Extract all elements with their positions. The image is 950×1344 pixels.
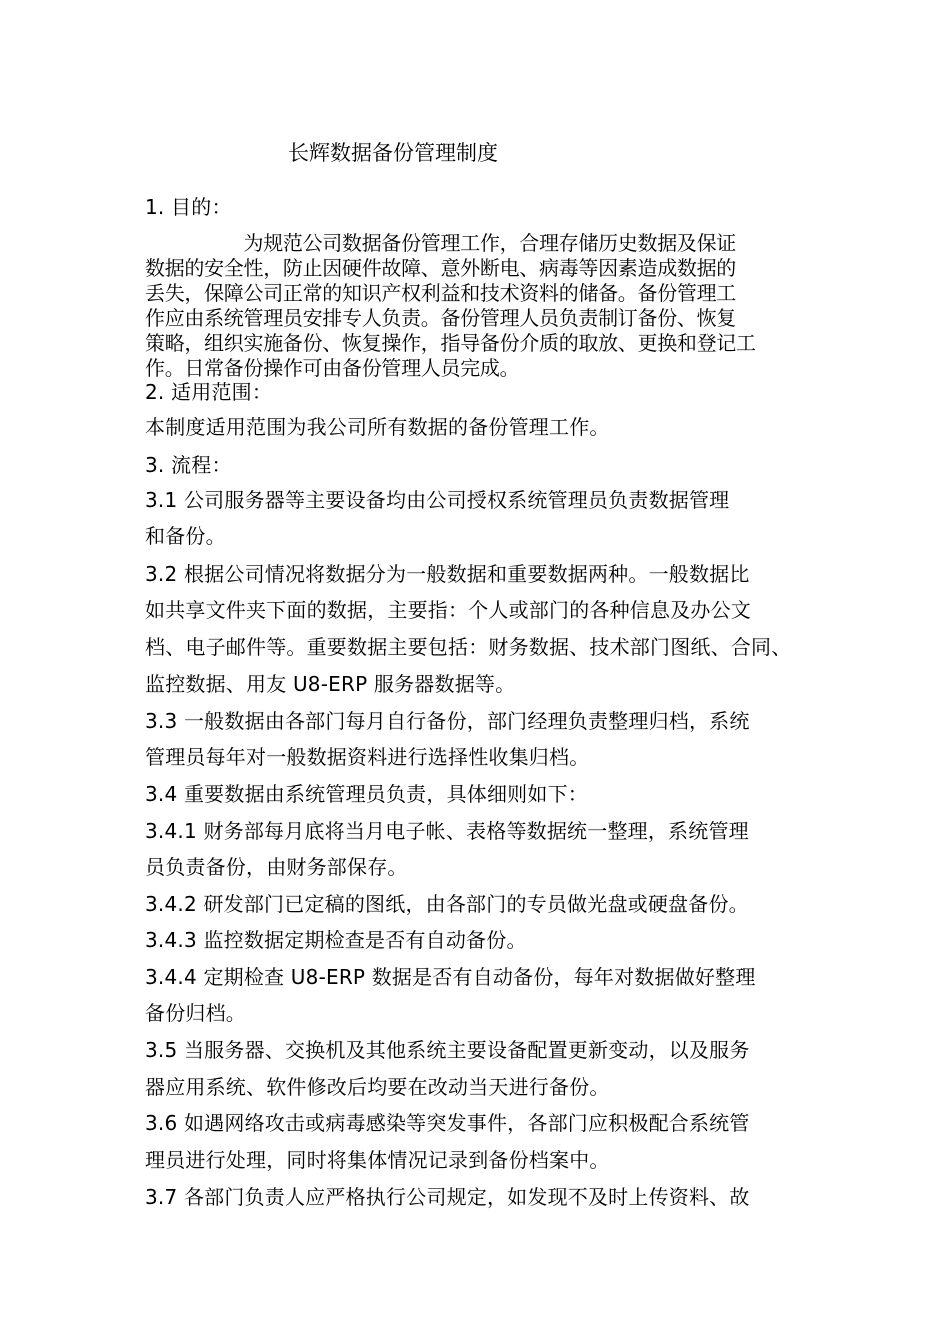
paragraph-line: 3.3 一般数据由各部门每月自行备份，部门经理负责整理归档，系统 bbox=[145, 709, 750, 733]
paragraph-line: 3.5 当服务器、交换机及其他系统主要设备配置更新变动，以及服务 bbox=[145, 1038, 750, 1062]
section-heading-scope: 2. 适用范围： bbox=[145, 380, 273, 404]
section-heading-purpose: 1. 目的： bbox=[145, 195, 232, 219]
paragraph-line: 本制度适用范围为我公司所有数据的备份管理工作。 bbox=[145, 415, 610, 439]
paragraph-line: 管理员每年对一般数据资料进行选择性收集归档。 bbox=[145, 745, 590, 769]
paragraph-line: 3.7 各部门负责人应严格执行公司规定，如发现不及时上传资料、故 bbox=[145, 1185, 750, 1209]
paragraph-line: 员负责备份，由财务部保存。 bbox=[145, 855, 408, 879]
paragraph-line: 丢失，保障公司正常的知识产权利益和技术资料的储备。备份管理工 bbox=[145, 281, 736, 305]
paragraph-line: 3.4.4 定期检查 U8-ERP 数据是否有自动备份，每年对数据做好整理 bbox=[145, 965, 756, 989]
paragraph-line: 数据的安全性，防止因硬件故障、意外断电、病毒等因素造成数据的 bbox=[145, 256, 736, 280]
paragraph-line: 档、电子邮件等。重要数据主要包括：财务数据、技术部门图纸、合同、 bbox=[145, 635, 792, 659]
paragraph-line: 3.4.3 监控数据定期检查是否有自动备份。 bbox=[145, 928, 527, 952]
paragraph-line: 作。日常备份操作可由备份管理人员完成。 bbox=[145, 356, 520, 380]
paragraph-line: 备份归档。 bbox=[145, 1001, 246, 1025]
paragraph-line: 3.1 公司服务器等主要设备均由公司授权系统管理员负责数据管理 bbox=[145, 488, 730, 512]
paragraph-line: 器应用系统、软件修改后均要在改动当天进行备份。 bbox=[145, 1075, 610, 1099]
paragraph-line: 3.4.1 财务部每月底将当月电子帐、表格等数据统一整理，系统管理 bbox=[145, 819, 749, 843]
paragraph-line: 作应由系统管理员安排专人负责。备份管理人员负责制订备份、恢复 bbox=[145, 306, 736, 330]
paragraph-line: 3.4.2 研发部门已定稿的图纸，由各部门的专员做光盘或硬盘备份。 bbox=[145, 892, 749, 916]
paragraph-line: 3.4 重要数据由系统管理员负责，具体细则如下： bbox=[145, 782, 588, 806]
paragraph-line: 3.2 根据公司情况将数据分为一般数据和重要数据两种。一般数据比 bbox=[145, 562, 750, 586]
paragraph-line: 理员进行处理，同时将集体情况记录到备份档案中。 bbox=[145, 1148, 610, 1172]
paragraph-line: 3.6 如遇网络攻击或病毒感染等突发事件，各部门应积极配合系统管 bbox=[145, 1111, 750, 1135]
paragraph-line: 监控数据、用友 U8-ERP 服务器数据等。 bbox=[145, 672, 516, 696]
paragraph-line: 为规范公司数据备份管理工作，合理存储历史数据及保证 bbox=[145, 231, 736, 255]
paragraph-line: 策略，组织实施备份、恢复操作，指导备份介质的取放、更换和登记工 bbox=[145, 331, 756, 355]
document-title: 长辉数据备份管理制度 bbox=[288, 141, 498, 165]
paragraph-line: 如共享文件夹下面的数据，主要指：个人或部门的各种信息及办公文 bbox=[145, 598, 751, 622]
paragraph-line: 和备份。 bbox=[145, 524, 226, 548]
section-heading-process: 3. 流程： bbox=[145, 453, 232, 477]
